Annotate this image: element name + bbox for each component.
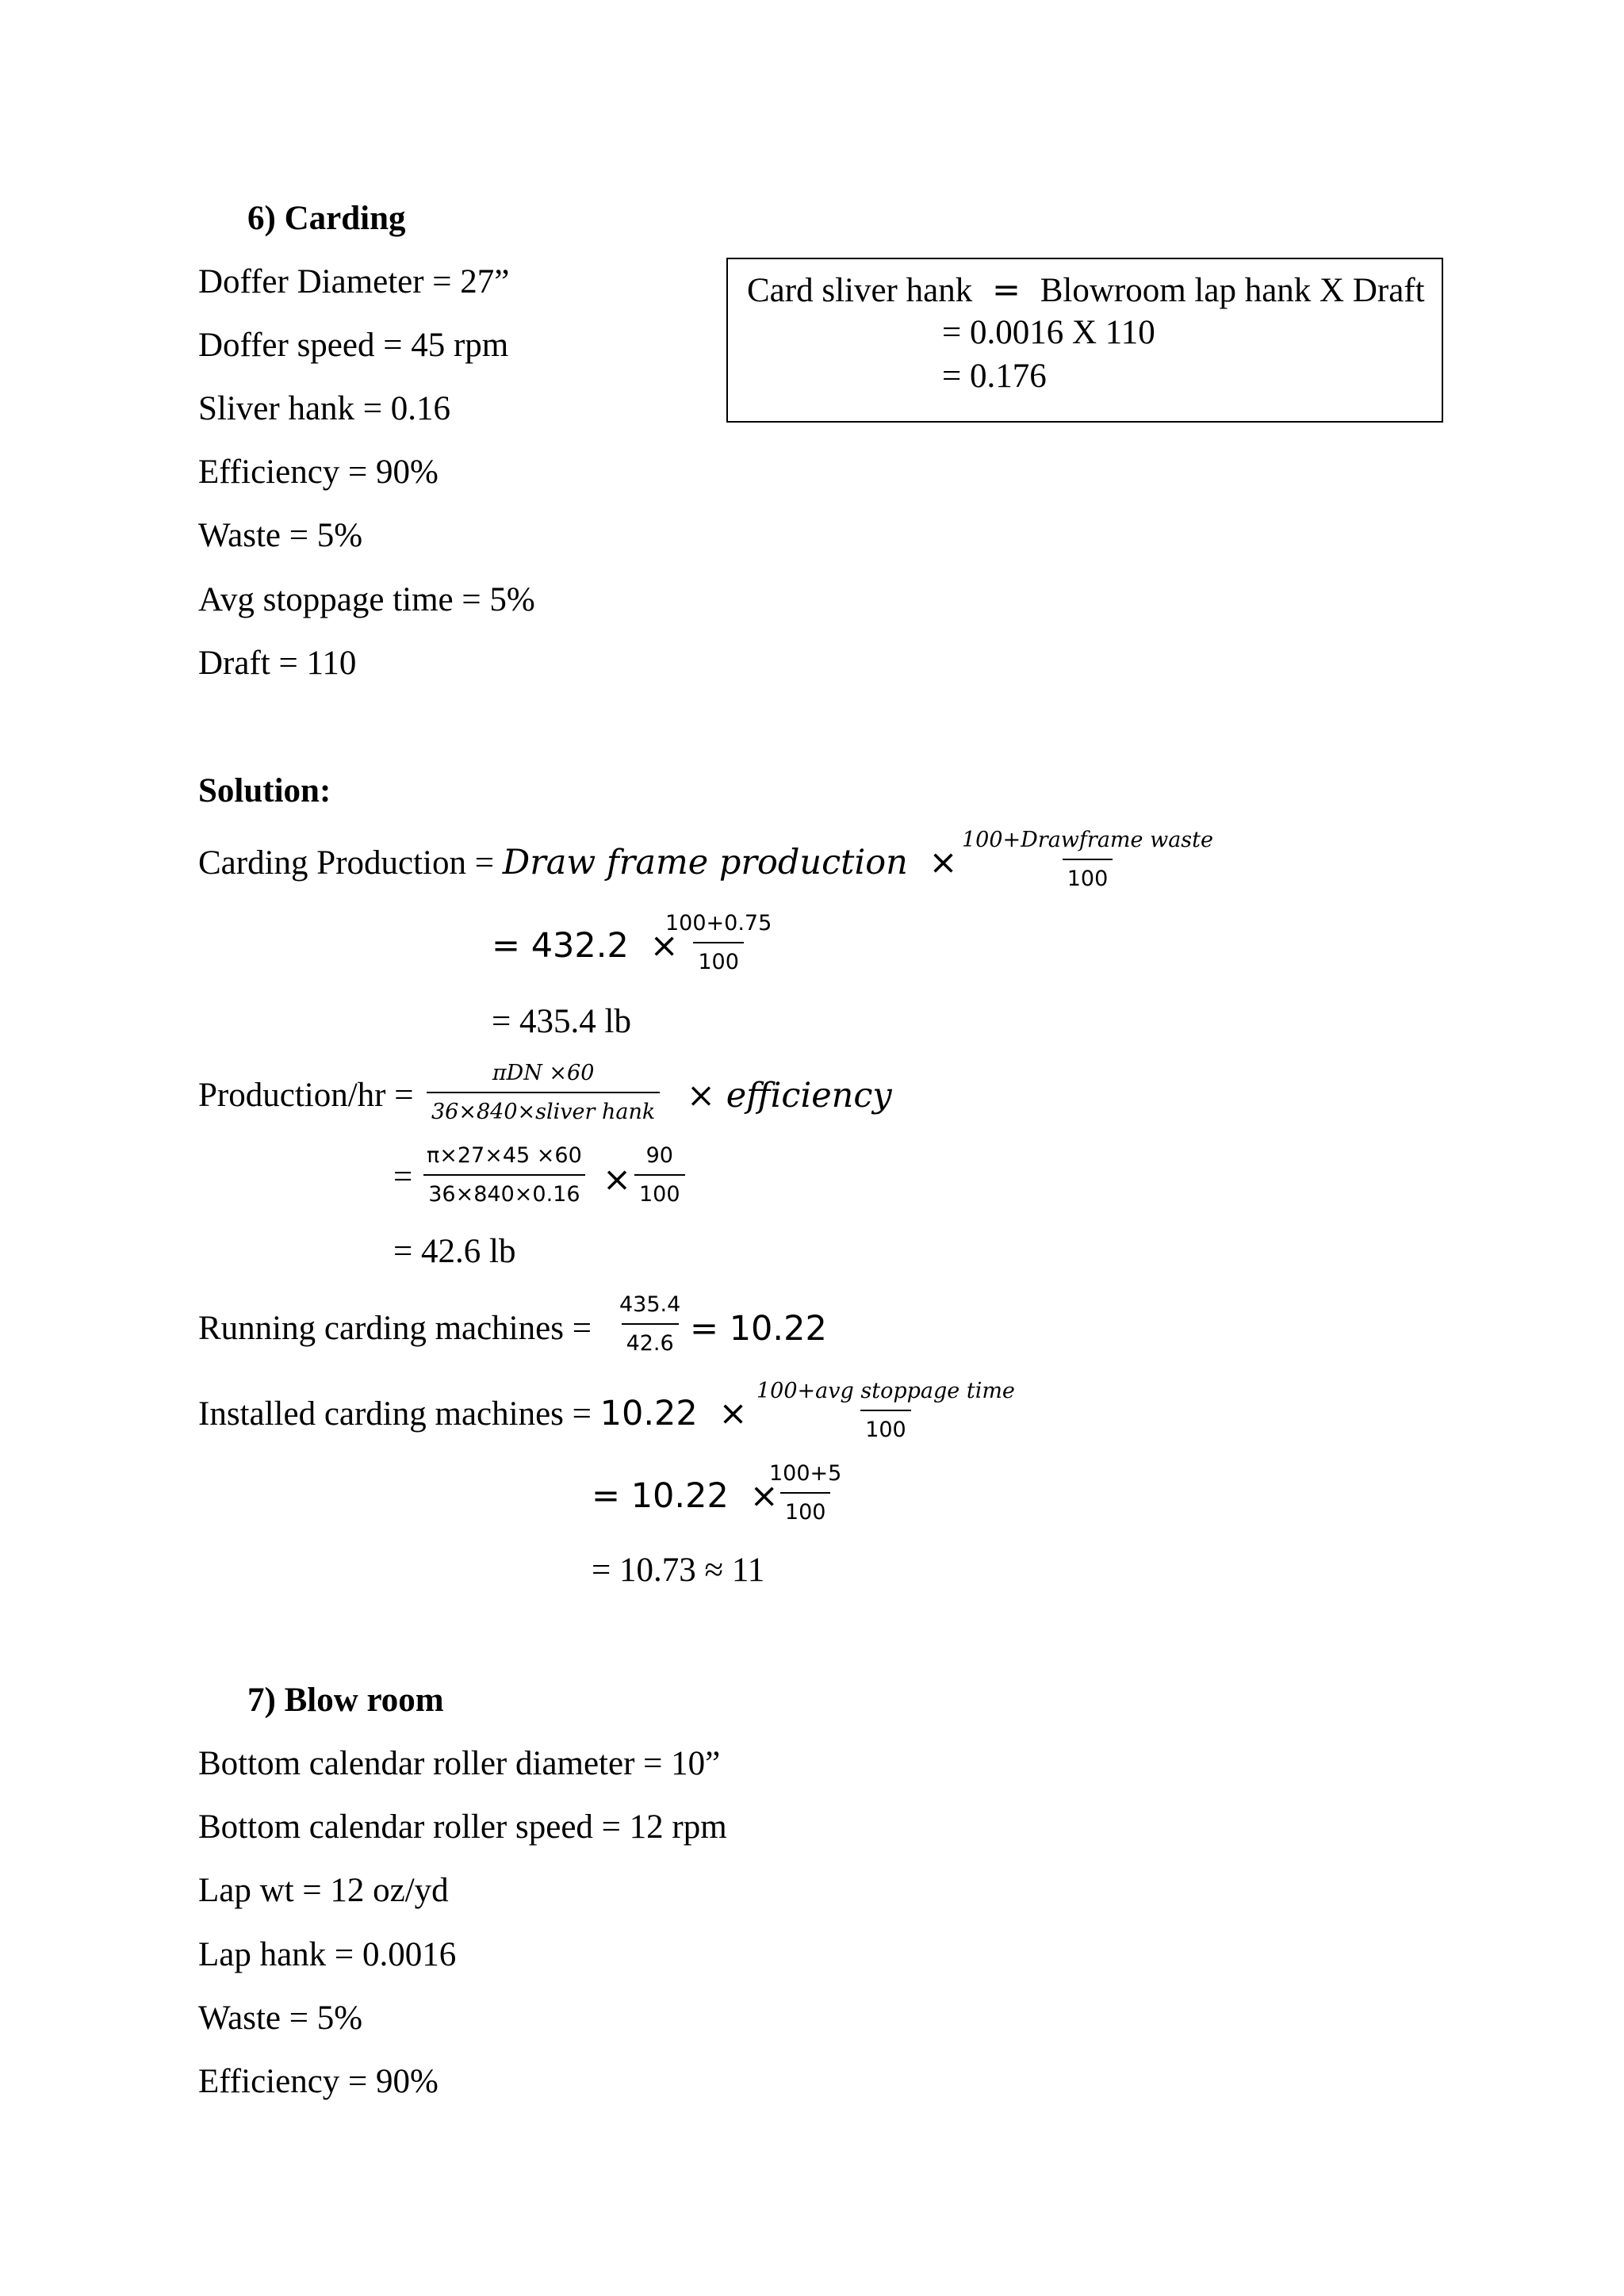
production-hr-step-fraction xyxy=(422,1140,587,1211)
box-lhs: Card sliver hank xyxy=(747,272,973,309)
param-waste: Waste = 5% xyxy=(198,1999,363,2037)
param-calendar-diameter: Bottom calendar roller diameter = 10” xyxy=(198,1745,721,1782)
box-line-3: = 0.176 xyxy=(942,358,1047,395)
fraction-denominator: 100 xyxy=(693,942,744,978)
installed-step-lhs: = 10.22 xyxy=(592,1476,729,1516)
running-machines-label: Running carding machines = xyxy=(198,1310,592,1347)
fraction-numerator: π×27×45 ×60 xyxy=(427,1143,582,1168)
fraction-denominator: 100 xyxy=(860,1410,911,1446)
carding-production-result: = 435.4 lb xyxy=(492,1003,631,1040)
fraction-numerator: 100+avg stoppage time xyxy=(756,1379,1015,1403)
fraction-denominator: 100 xyxy=(1063,859,1113,895)
box-equals: = xyxy=(991,270,1021,310)
fraction-denominator: 36×840×sliver hank xyxy=(427,1092,660,1128)
installed-step-line xyxy=(592,1475,779,1517)
param-doffer-speed: Doffer speed = 45 rpm xyxy=(198,327,509,364)
section-heading-blow-room: 7) Blow room xyxy=(247,1682,444,1719)
box-rhs: Blowroom lap hank X Draft xyxy=(1040,272,1425,309)
times-symbol: × xyxy=(603,1160,632,1200)
times-symbol: × xyxy=(749,1476,779,1516)
production-hr-step-equals: = xyxy=(393,1158,413,1196)
fraction-denominator: 100 xyxy=(634,1174,685,1211)
carding-step1-lhs: = 432.2 xyxy=(492,926,629,966)
production-hr-label: Production/hr = xyxy=(198,1077,414,1114)
fraction-numerator: 100+Drawframe waste xyxy=(962,828,1213,852)
drawframe-waste-fraction xyxy=(957,825,1218,895)
fraction-numerator: 100+5 xyxy=(769,1461,842,1486)
box-line-1 xyxy=(747,270,1425,312)
param-waste: Waste = 5% xyxy=(198,517,363,554)
param-efficiency: Efficiency = 90% xyxy=(198,453,439,491)
fraction-numerator: 90 xyxy=(645,1143,673,1168)
fraction-numerator: 100+0.75 xyxy=(665,911,772,936)
production-hr-result: = 42.6 lb xyxy=(393,1233,516,1270)
installed-machines-label: Installed carding machines = xyxy=(198,1395,600,1433)
param-draft: Draft = 110 xyxy=(198,645,357,682)
fraction-denominator: 100 xyxy=(780,1492,831,1529)
draw-frame-production-term: Draw frame production xyxy=(502,843,908,882)
solution-label: Solution: xyxy=(198,772,331,809)
times-symbol: × xyxy=(718,1394,748,1433)
efficiency-fraction xyxy=(634,1140,685,1211)
param-sliver-hank: Sliver hank = 0.16 xyxy=(198,390,451,427)
efficiency-term: × efficiency xyxy=(687,1076,892,1115)
param-avg-stoppage: Avg stoppage time = 5% xyxy=(198,581,535,618)
carding-production-line xyxy=(198,842,958,884)
running-machines-fraction xyxy=(615,1289,685,1360)
carding-step1-line xyxy=(492,925,679,967)
running-machines-result: = 10.22 xyxy=(690,1309,827,1349)
installed-step-fraction xyxy=(764,1458,846,1529)
param-efficiency: Efficiency = 90% xyxy=(198,2063,439,2100)
param-doffer-diameter: Doffer Diameter = 27” xyxy=(198,263,510,300)
carding-production-label: Carding Production = xyxy=(198,844,503,882)
param-calendar-speed: Bottom calendar roller speed = 12 rpm xyxy=(198,1808,727,1846)
times-symbol: × xyxy=(929,843,958,882)
installed-machines-line xyxy=(198,1393,748,1435)
fraction-denominator: 36×840×0.16 xyxy=(423,1174,584,1211)
production-hr-fraction xyxy=(427,1058,660,1128)
stoppage-fraction xyxy=(752,1376,1020,1446)
section-heading-carding: 6) Carding xyxy=(247,200,406,237)
param-lap-wt: Lap wt = 12 oz/yd xyxy=(198,1872,449,1909)
box-line-2: = 0.0016 X 110 xyxy=(942,314,1155,351)
param-lap-hank: Lap hank = 0.0016 xyxy=(198,1936,457,1973)
installed-machines-result: = 10.73 ≈ 11 xyxy=(592,1552,765,1589)
fraction-denominator: 42.6 xyxy=(622,1323,679,1360)
carding-step1-fraction xyxy=(661,908,776,978)
times-symbol: × xyxy=(649,926,679,966)
fraction-numerator: 435.4 xyxy=(619,1292,681,1317)
installed-machines-value: 10.22 xyxy=(599,1394,698,1433)
fraction-numerator: πDN ×60 xyxy=(492,1061,595,1085)
